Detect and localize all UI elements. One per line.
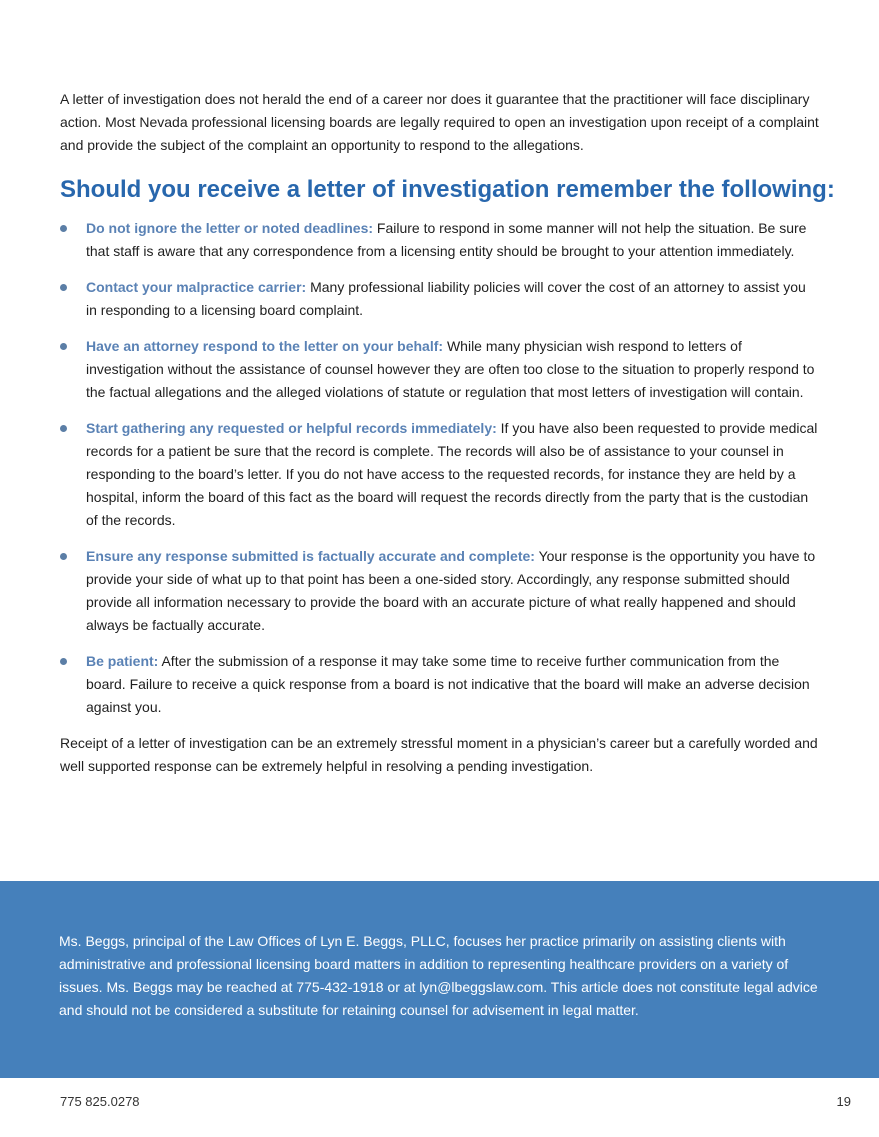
list-item	[60, 276, 820, 322]
item-lead: Ensure any response submitted is factually accurate and complete:	[86, 548, 535, 564]
item-lead: Do not ignore the letter or noted deadlines:	[86, 220, 374, 236]
item-lead: Have an attorney respond to the letter on your behalf:	[86, 338, 444, 354]
item-text: If you have also been requested to provide medical records for a patient be sure that the record is complete. The records will also be of assistance to your counsel in responding to the board’s letter. If you do not have access to the requested records, for instance they are held by a hospital, inform the board of this fact as the board will request the records directly from the party that is the custodian of the records.	[86, 420, 818, 528]
bullet-dot-icon	[60, 284, 67, 291]
item-text: While many physician wish respond to letters of investigation without the assistance of counsel however they are often too close to the situation to properly respond to the factual allegations and the alleged violations of statute or regulation that most letters of investigation will contain.	[86, 338, 815, 400]
author-bio-band	[0, 881, 879, 1078]
bullet-dot-icon	[60, 658, 67, 665]
item-text: After the submission of a response it may take some time to receive further communication from the board. Failure to receive a quick response from a board is not indicative that the board will make an adverse decision against you.	[86, 653, 810, 715]
bullet-dot-icon	[60, 553, 67, 560]
item-lead: Be patient:	[86, 653, 159, 669]
list-item	[60, 335, 820, 404]
article-body	[60, 88, 835, 778]
advice-list	[60, 217, 820, 719]
list-item	[60, 545, 820, 637]
bullet-dot-icon	[60, 343, 67, 350]
page-number: 19	[836, 1094, 851, 1109]
author-bio: Ms. Beggs, principal of the Law Offices of Lyn E. Beggs, PLLC, focuses her practice primarily on assisting clients with administrative and professional licensing board matters in addition to representing healthcare providers on a variety of issues. Ms. Beggs may be reached at 775-432-1918 or at lyn@lbeggslaw.com. This article does not constitute legal advice and should not be considered a substitute for retaining counsel for advisement in legal matter.	[59, 933, 818, 1018]
item-text: Many professional liability policies will cover the cost of an attorney to assist you in responding to a licensing board complaint.	[86, 279, 806, 318]
item-lead: Start gathering any requested or helpful records immediately:	[86, 420, 497, 436]
intro-paragraph: A letter of investigation does not herald the end of a career nor does it guarantee that the practitioner will face disciplinary action. Most Nevada professional licensing boards are legally required to open an investigation upon receipt of a complaint and provide the subject of the complaint an opportunity to respond to the allegations.	[60, 91, 819, 153]
bullet-dot-icon	[60, 225, 67, 232]
list-item	[60, 650, 820, 719]
section-heading: Should you receive a letter of investigation remember the following:	[60, 176, 835, 203]
item-lead: Contact your malpractice carrier:	[86, 279, 307, 295]
item-text: Your response is the opportunity you have to provide your side of what up to that point has been a one-sided story. Accordingly, any response submitted should provide all information necessary to provide the board with an accurate picture of what really happened and should always be factually accurate.	[86, 548, 816, 633]
item-text: Failure to respond in some manner will not help the situation. Be sure that staff is aware that any correspondence from a licensing entity should be brought to your attention immediately.	[86, 220, 807, 259]
footer-phone: 775 825.0278	[60, 1094, 140, 1109]
closing-paragraph: Receipt of a letter of investigation can be an extremely stressful moment in a physician’s career but a carefully worded and well supported response can be extremely helpful in resolving a pending investigation.	[60, 735, 818, 774]
list-item	[60, 217, 820, 263]
bullet-dot-icon	[60, 425, 67, 432]
list-item	[60, 417, 820, 532]
